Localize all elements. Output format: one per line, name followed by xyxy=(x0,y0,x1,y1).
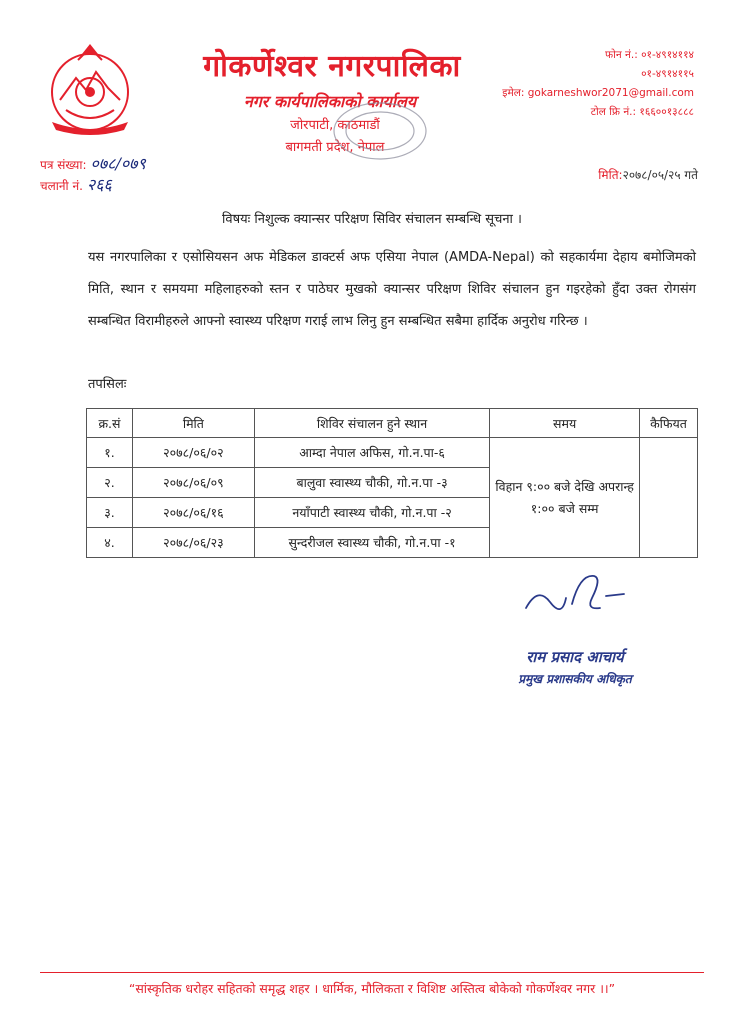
date-label: मिति: xyxy=(598,168,623,182)
cell-time: विहान ९:०० बजे देखि अपरान्ह १:०० बजे सम्म xyxy=(490,438,640,558)
letter-subject: विषयः निशुल्क क्यान्सर परिक्षण सिविर संचालन सम्बन्धि सूचना । xyxy=(221,212,522,227)
signer-block xyxy=(480,646,670,690)
toll-free-number: टोल फ्रि नं.: १६६००१३८८८ xyxy=(590,106,694,118)
header-sn: क्र.सं xyxy=(87,409,133,438)
header-date: मिति xyxy=(132,409,254,438)
cell-sn: १. xyxy=(87,438,133,468)
patra-sankhya xyxy=(40,154,146,175)
patra-label: पत्र संख्या: xyxy=(40,158,87,172)
office-stamp-icon xyxy=(330,100,430,162)
signer-post: प्रमुख प्रशासकीय अधिकृत xyxy=(518,672,632,686)
cell-date: २०७८/०६/०९ xyxy=(132,468,254,498)
footer-motto: “सांस्कृतिक धरोहर सहितको समृद्ध शहर । धार्मिक, मौलिकता र विशिष्ट अस्तित्व बोकेको गोकर्णेश्वर नगर ।।” xyxy=(128,981,616,996)
cell-place: आम्दा नेपाल अफिस, गो.न.पा-६ xyxy=(254,438,490,468)
email-address: इमेल: gokarneshwor2071@gmail.com xyxy=(502,87,694,99)
cell-date: २०७८/०६/१६ xyxy=(132,498,254,528)
header-remarks: कैफियत xyxy=(640,409,698,438)
cell-place: नयाँपाटी स्वास्थ्य चौकी, गो.न.पा -२ xyxy=(254,498,490,528)
cell-sn: २. xyxy=(87,468,133,498)
organization-subtitle: नगर कार्यपालिकाको कार्यालय xyxy=(243,92,417,111)
table-row xyxy=(87,438,698,468)
signer-name: राम प्रसाद आचार्य xyxy=(526,648,624,666)
address-line-1: जोरपाटी, काठमाडौं xyxy=(290,118,380,133)
header-time: समय xyxy=(490,409,640,438)
letter-body: यस नगरपालिका र एसोसियसन अफ मेडिकल डाक्टर्स अफ एसिया नेपाल (AMDA-Nepal) को सहकार्यमा देहाय बमोजिमको मिति, स्थान र समयमा महिलाहरुको स्तन र पाठेघर मुखको क्यान्सर परिक्षण शिविर संचालन हुन गइरहेको हुँदा उक्त रोगसंग सम्बन्धित विरामीहरुले आफ्नो स्वास्थ्य परिक्षण गराई लाभ लिनु हुन सम्बन्धित सबैमा हार्दिक अनुरोध गरिन्छ । xyxy=(88,250,696,329)
cell-date: २०७८/०६/२३ xyxy=(132,528,254,558)
header-place: शिविर संचालन हुने स्थान xyxy=(254,409,490,438)
chalani-number xyxy=(40,175,146,196)
cell-sn: ४. xyxy=(87,528,133,558)
date-value: २०७८/०५/२५ गते xyxy=(622,168,698,182)
cell-date: २०७८/०६/०२ xyxy=(132,438,254,468)
schedule-table xyxy=(86,408,698,558)
cell-remarks xyxy=(640,438,698,558)
footer-divider xyxy=(40,972,704,973)
phone-number: फोन नं.: ०१-४९१४११४ xyxy=(605,49,694,61)
cell-sn: ३. xyxy=(87,498,133,528)
chalani-label: चलानी नं. xyxy=(40,179,83,193)
patra-value: ०७८/०७९ xyxy=(90,154,146,173)
reference-block xyxy=(40,154,146,196)
organization-title: गोकर्णेश्वर नगरपालिका xyxy=(203,49,461,84)
cell-place: बालुवा स्वास्थ्य चौकी, गो.न.पा -३ xyxy=(254,468,490,498)
cell-place: सुन्दरीजल स्वास्थ्य चौकी, गो.न.पा -१ xyxy=(254,528,490,558)
phone-number-2: ०१-४९१४११५ xyxy=(641,68,694,80)
municipality-emblem-icon xyxy=(38,40,142,136)
contact-block xyxy=(480,46,694,122)
chalani-value: २६६ xyxy=(86,175,112,194)
details-heading: तपसिलः xyxy=(88,377,127,392)
address-line-2: बागमती प्रदेश, नेपाल xyxy=(285,140,385,155)
signature-icon xyxy=(520,568,630,618)
table-header-row xyxy=(87,409,698,438)
letter-date xyxy=(548,166,698,183)
